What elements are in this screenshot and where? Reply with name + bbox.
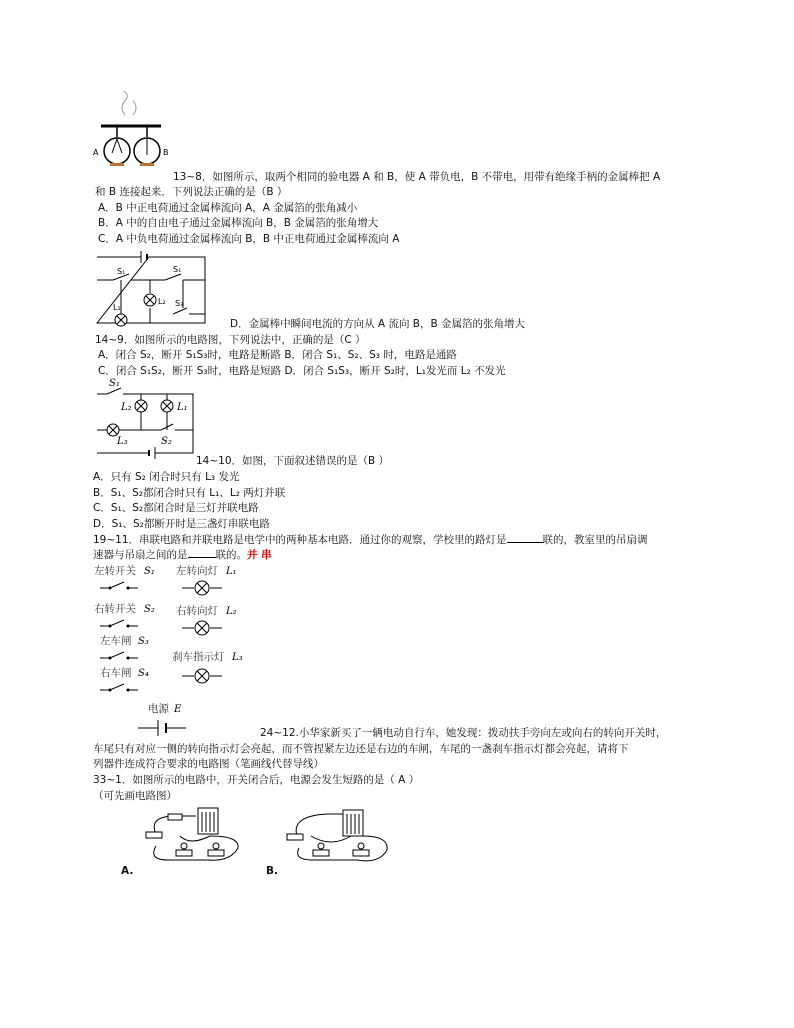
q13-option-c: C．A 中负电荷通过金属棒流向 B，B 中正电荷通过金属棒流向 A — [98, 233, 400, 245]
circuit-photo-b — [283, 806, 403, 866]
label-b: B — [163, 148, 169, 157]
svg-text:电源: 电源 — [148, 703, 169, 715]
svg-text:L₂: L₂ — [158, 297, 166, 306]
svg-text:S₂: S₂ — [144, 604, 155, 615]
svg-text:S₁: S₁ — [109, 378, 120, 389]
q14a-line2: C．闭合 S₁S₂，断开 S₃时，电路是短路 D．闭合 S₁S₃，断开 S₂时，L₁发光而 L₂ 不发光 — [98, 365, 506, 377]
svg-text:刹车指示灯: 刹车指示灯 — [172, 651, 225, 663]
svg-text:S₃: S₃ — [138, 636, 149, 647]
svg-text:L₃: L₃ — [232, 652, 243, 663]
svg-text:S₂: S₂ — [161, 436, 172, 447]
q14b-option-a: A．只有 S₂ 闭合时只有 L₃ 发光 — [93, 471, 240, 483]
svg-text:L₁: L₁ — [177, 402, 188, 413]
q33-line2: （可先画电路图） — [93, 790, 177, 802]
circuit-photo-a — [140, 806, 260, 866]
q13-line2: 和 B 连接起来．下列说法正确的是（B ） — [95, 186, 288, 198]
q24-line3: 列器件连成符合要求的电路图（笔画线代替导线） — [93, 758, 324, 770]
q13-option-a: A．B 中正电荷通过金属棒流向 A，A 金属箔的张角减小 — [98, 202, 358, 214]
q14b-option-b: B．S₁、S₂都闭合时只有 L₁、L₂ 两灯并联 — [93, 487, 286, 499]
svg-text:右转开关: 右转开关 — [94, 603, 136, 615]
svg-text:E: E — [174, 704, 182, 715]
q13-line1: 13~8．如图所示，取两个相同的验电器 A 和 B，使 A 带负电，B 不带电，用带有绝缘手柄的金属棒把 A — [173, 171, 661, 183]
q19-line1: 19~11．串联电路和并联电路是电学中的两种基本电路．通过你的观察，学校里的路灯是 联的，教室里的吊扇调 — [93, 534, 648, 546]
fig-b-label: B. — [266, 865, 278, 877]
q14b-option-d: D．S₁、S₂都断开时是三盏灯串联电路 — [93, 518, 270, 530]
svg-text:S₃: S₃ — [175, 299, 184, 308]
svg-text:S₁: S₁ — [144, 566, 155, 577]
q14a-line1: A．闭合 S₂，断开 S₁S₃时，电路是断路 B．闭合 S₁、S₂、S₃ 时，电路是通路 — [98, 349, 457, 361]
q14b-option-c: C．S₁、S₂都闭合时是三灯并联电路 — [93, 502, 259, 514]
svg-text:S₁: S₁ — [117, 267, 126, 276]
svg-text:左转开关: 左转开关 — [94, 565, 136, 577]
svg-text:S₄: S₄ — [138, 668, 149, 679]
q24-line2: 车尾只有对应一侧的转向指示灯会亮起，而不管捏紧左边还是右边的车闸，车尾的一盏刹车指示灯都会亮起，请将下 — [93, 743, 629, 755]
svg-text:右转向灯: 右转向灯 — [176, 605, 218, 617]
svg-text:S₁: S₁ — [173, 265, 182, 274]
q33-line1: 33~1．如图所示的电路中，开关闭合后，电源会发生短路的是（ A ） — [93, 774, 420, 786]
svg-text:左车闸: 左车闸 — [100, 635, 132, 647]
q24-line1: 24~12.小华家新买了一辆电动自行车，她发现：拨动扶手旁向左或向右的转向开关时， — [260, 727, 667, 739]
label-a: A — [93, 148, 99, 157]
circuit-figure-14-9 — [95, 248, 215, 330]
q13-option-b: B．A 中的自由电子通过金属棒流向 B，B 金属箔的张角增大 — [98, 217, 379, 229]
svg-text:L₂: L₂ — [121, 402, 132, 413]
q13-option-d: D．金属棒中瞬间电流的方向从 A 流向 B，B 金属箔的张角增大 — [230, 318, 526, 330]
svg-text:L₁: L₁ — [113, 303, 121, 312]
circuit-figure-14-10 — [95, 378, 205, 458]
q19-answer: 并 串 — [247, 549, 272, 561]
svg-text:L₂: L₂ — [226, 606, 237, 617]
svg-text:L₃: L₃ — [117, 436, 128, 447]
q14b-stem: 14~10．如图，下面叙述错误的是（B ） — [196, 455, 390, 467]
electroscope-figure — [95, 95, 175, 165]
fig-a-label: A. — [121, 865, 134, 877]
svg-text:左转向灯: 左转向灯 — [176, 565, 218, 577]
q19-line2: 速器与吊扇之间的是 联的。并 串 — [93, 549, 272, 561]
svg-text:右车闸: 右车闸 — [100, 667, 132, 679]
svg-text:L₁: L₁ — [226, 566, 237, 577]
q14a-stem: 14~9．如图所示的电路图，下列说法中，正确的是（C ） — [95, 334, 366, 346]
components-figure — [92, 560, 262, 750]
